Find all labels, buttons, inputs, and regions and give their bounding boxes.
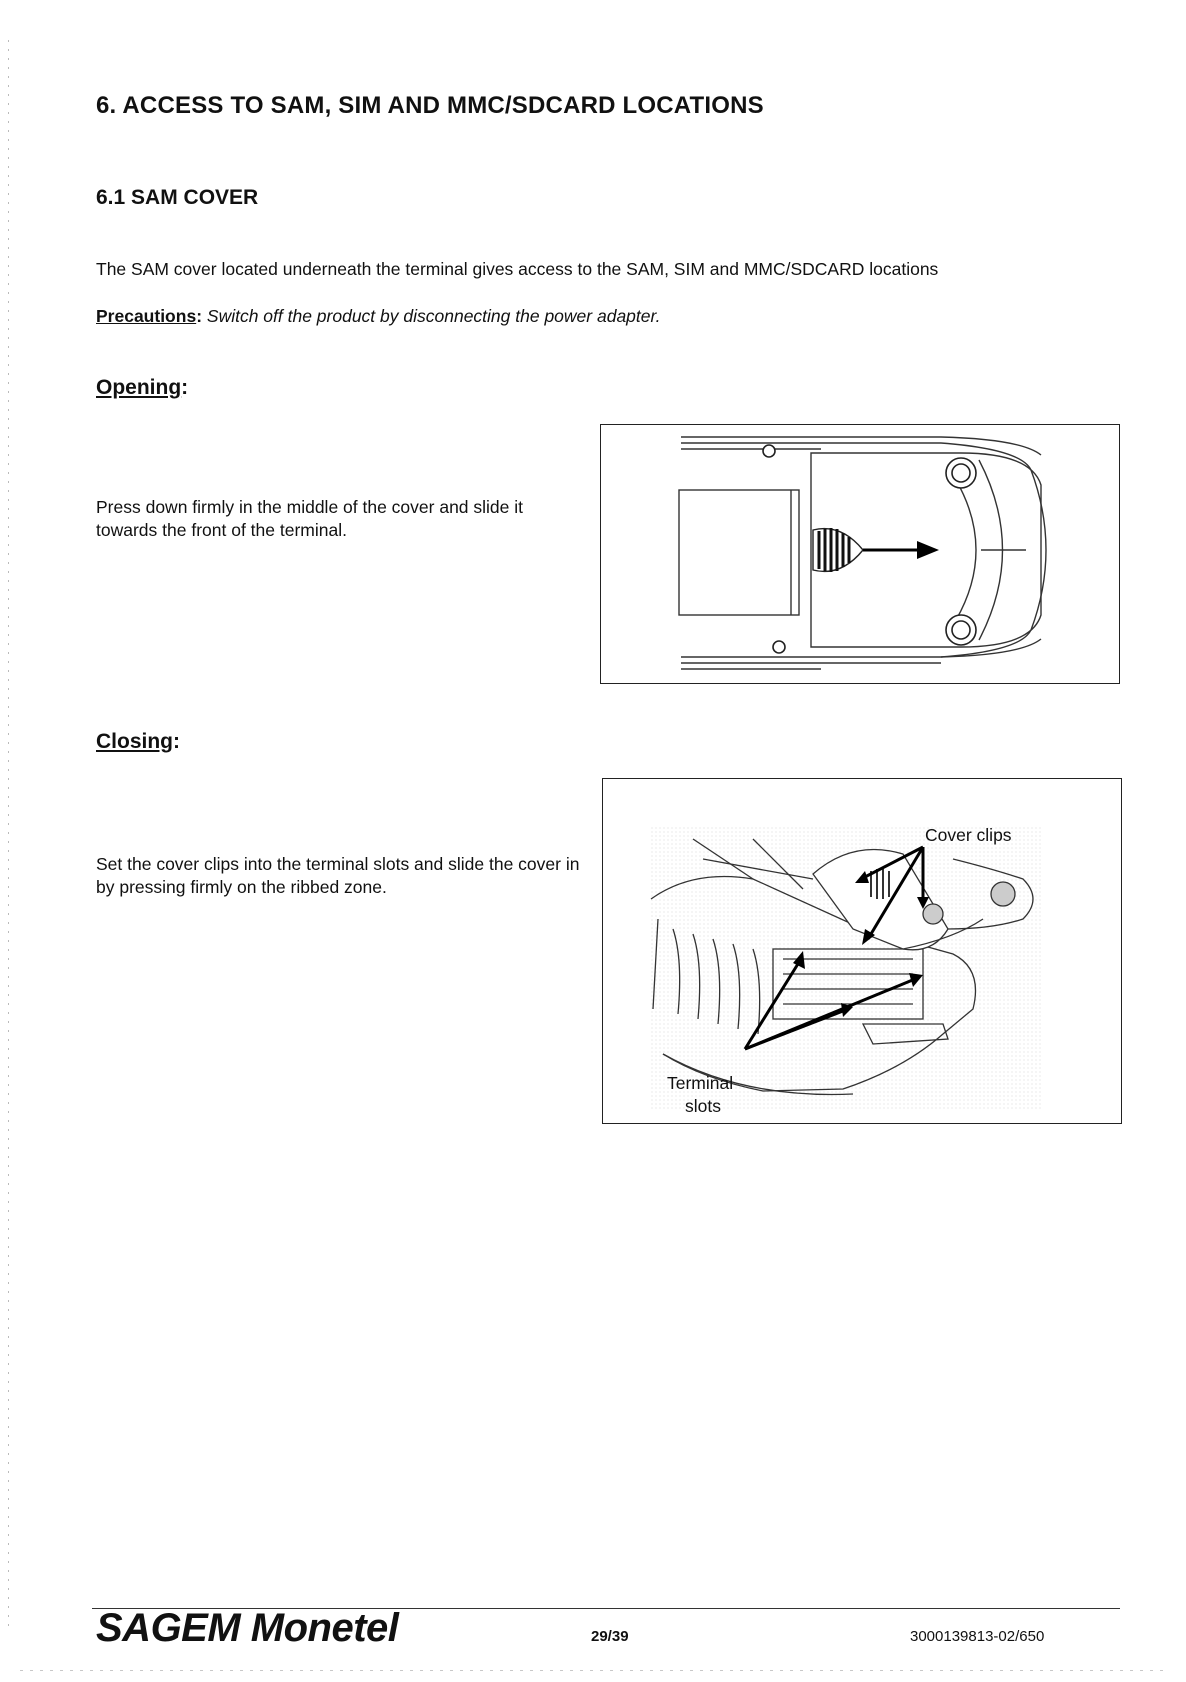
opening-heading (96, 376, 188, 400)
opening-figure (600, 424, 1120, 684)
closing-instructions: Set the cover clips into the terminal slots and slide the cover in by pressing firmly on the ribbed zone. (96, 854, 580, 897)
precautions-label: Precautions (96, 306, 197, 326)
subsection-title: 6.1 SAM COVER (96, 186, 259, 209)
intro-paragraph: The SAM cover located underneath the terminal gives access to the SAM, SIM and MMC/SDCARD locations (96, 259, 939, 279)
precautions-colon: : (196, 306, 203, 326)
opening-illustration (601, 425, 1119, 683)
closing-illustration (603, 779, 1121, 1123)
precautions-text: Switch off the product by disconnecting the power adapter. (206, 306, 661, 326)
document-reference: 3000139813-02/650 (910, 1628, 1045, 1645)
closing-heading-colon: : (173, 730, 180, 753)
opening-instructions: Press down firmly in the middle of the cover and slide it towards the front of the terminal. (96, 497, 523, 540)
closing-heading-label: Closing (96, 730, 173, 753)
slide-arrow-icon (917, 541, 939, 559)
label-cover-clips: Cover clips (925, 825, 1012, 845)
closing-figure (602, 778, 1122, 1124)
label-terminal-slots-line2: slots (685, 1096, 721, 1116)
ribbed-zone (813, 528, 863, 572)
scan-edge-left (8, 40, 9, 1630)
precautions-paragraph (96, 305, 1096, 328)
closing-heading (96, 730, 180, 754)
footer-brand-logo: SAGEM Monetel (96, 1606, 399, 1650)
label-terminal-slots-line1: Terminal (667, 1073, 734, 1093)
page-title: 6. ACCESS TO SAM, SIM AND MMC/SDCARD LOCATIONS (96, 92, 764, 119)
page-number: 29/39 (591, 1628, 629, 1645)
scan-edge-bottom (20, 1670, 1170, 1671)
opening-heading-colon: : (181, 376, 189, 399)
opening-heading-label: Opening (96, 376, 182, 399)
